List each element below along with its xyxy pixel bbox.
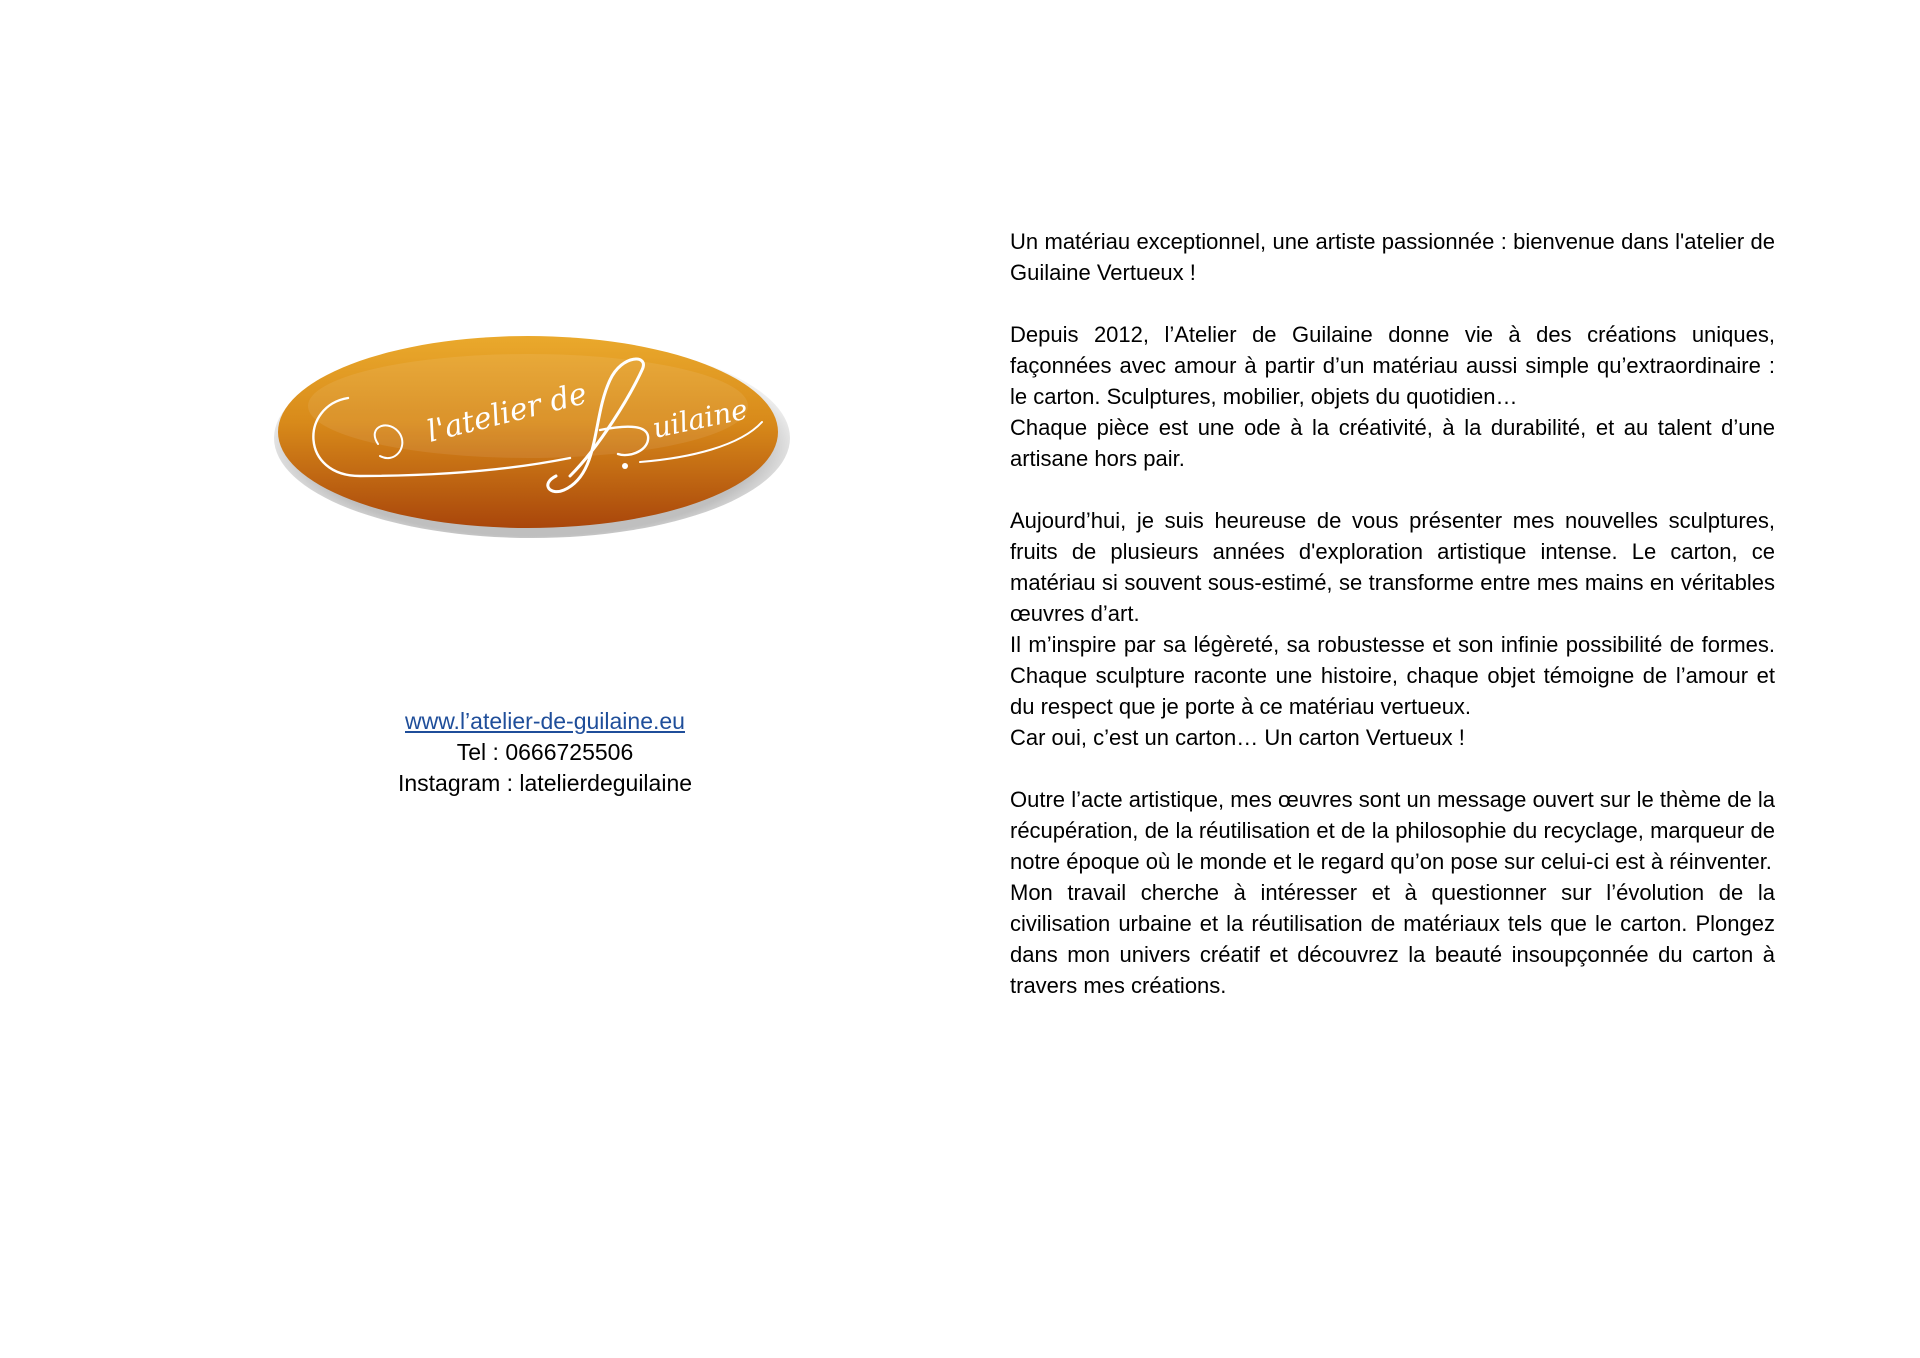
intro-text: Un matériau exceptionnel, une artiste passionnée : bienvenue dans l'atelier de Guilaine Vertueux ! [1010,229,1775,285]
sculptures-text-2: Il m’inspire par sa légèreté, sa robustesse et son infinie possibilité de formes. Chaque sculpture raconte une histoire, chaque objet témoigne de l’amour et du respect que je porte à ce matériau vertueux. [1010,632,1775,719]
phone-text: Tel : 0666725506 [456,739,634,765]
message-text-2: Mon travail cherche à intéresser et à questionner sur l’évolution de la civilisation urbaine et la réutilisation de matériaux tels que le carton. Plongez dans mon univers créatif et découvrez la beauté insoupçonnée du carton à travers mes créations. [1010,880,1775,998]
history-paragraph [1010,319,1775,474]
logo-text-guilaine: uilaine [649,392,751,445]
sculptures-text: Aujourd’hui, je suis heureuse de vous présenter mes nouvelles sculptures, fruits de plusieurs années d'exploration artistique intense. Le carton, ce matériau si souvent sous-estimé, se transforme entre mes mains en véritables œuvres d’art. [1010,508,1775,626]
website-link[interactable]: www.l’atelier-de-guilaine.eu [405,708,685,734]
instagram-text: Instagram : latelierdeguilaine [397,770,693,796]
message-paragraph [1010,784,1775,1001]
history-text: Depuis 2012, l’Atelier de Guilaine donne vie à des créations uniques, façonnées avec amour à partir d’un matériau aussi simple qu’extraordinaire : le carton. Sculptures, mobilier, objets du quotidien… [1010,322,1775,409]
intro-paragraph [1010,226,1775,288]
contact-block [300,706,790,799]
logo-text-atelier: l'atelier de [423,376,591,450]
body-text [1010,226,1775,1001]
atelier-logo [270,326,790,540]
history-text-2: Chaque pièce est une ode à la créativité, à la durabilité, et au talent d’une artisane hors pair. [1010,415,1775,471]
logo-oval-icon [270,326,790,540]
sculptures-text-3: Car oui, c’est un carton… Un carton Vertueux ! [1010,725,1465,750]
sculptures-paragraph [1010,505,1775,753]
message-text: Outre l’acte artistique, mes œuvres sont un message ouvert sur le thème de la récupération, de la réutilisation et de la philosophie du recyclage, marqueur de notre époque où le monde et le regard qu’on pose sur celui-ci est à réinventer. [1010,787,1775,874]
